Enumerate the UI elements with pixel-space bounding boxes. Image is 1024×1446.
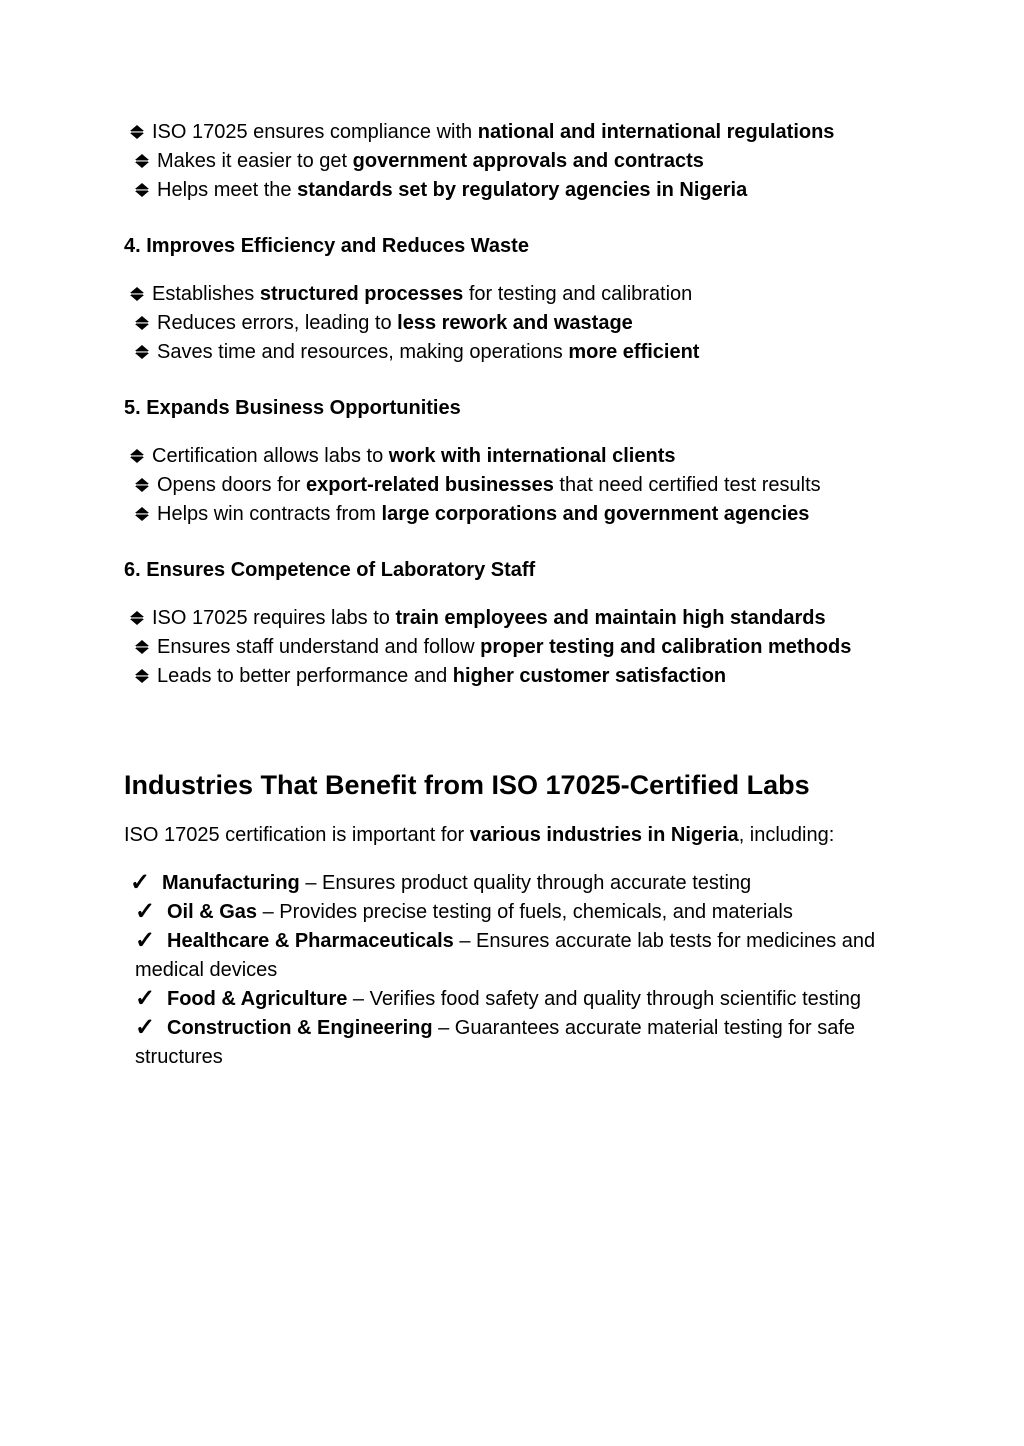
- diamond-bullet-icon: [130, 611, 144, 625]
- list-item: ISO 17025 requires labs to train employees and maintain high standards: [124, 604, 904, 633]
- industries-intro: ISO 17025 certification is important for various industries in Nigeria, including:: [124, 824, 835, 846]
- list-item: ✓ Healthcare & Pharmaceuticals – Ensures accurate lab tests for medicines and medical devices: [135, 927, 876, 981]
- sec6-list: [124, 604, 904, 691]
- sec4-list: [124, 280, 904, 367]
- diamond-bullet-icon: [135, 669, 149, 683]
- list-item: Certification allows labs to work with international clients: [124, 442, 904, 471]
- list-item: Reduces errors, leading to less rework and wastage: [124, 309, 904, 338]
- check-mark-icon: ✓: [135, 927, 156, 954]
- list-item: ✓ Manufacturing – Ensures product quality through accurate testing: [130, 869, 752, 896]
- diamond-bullet-icon: [135, 316, 149, 330]
- industries-heading: Industries That Benefit from ISO 17025-Certified Labs: [124, 770, 810, 800]
- list-item: Helps meet the standards set by regulatory agencies in Nigeria: [124, 176, 904, 205]
- diamond-bullet-icon: [135, 183, 149, 197]
- check-mark-icon: ✓: [135, 898, 156, 925]
- section-heading: 4. Improves Efficiency and Reduces Waste: [124, 235, 529, 257]
- diamond-bullet-icon: [135, 154, 149, 168]
- sec3-list: [124, 118, 904, 205]
- section-heading: 5. Expands Business Opportunities: [124, 397, 461, 419]
- diamond-bullet-icon: [135, 478, 149, 492]
- list-item: ✓ Food & Agriculture – Verifies food safety and quality through scientific testing: [135, 985, 862, 1012]
- sec5-list: [124, 442, 904, 529]
- industries-list: [124, 869, 904, 1072]
- diamond-bullet-icon: [130, 287, 144, 301]
- diamond-bullet-icon: [135, 640, 149, 654]
- diamond-bullet-icon: [135, 507, 149, 521]
- list-item: Opens doors for export-related businesses that need certified test results: [124, 471, 904, 500]
- diamond-bullet-icon: [135, 345, 149, 359]
- list-item: Makes it easier to get government approvals and contracts: [124, 147, 904, 176]
- diamond-bullet-icon: [130, 449, 144, 463]
- list-item: Establishes structured processes for testing and calibration: [124, 280, 904, 309]
- check-mark-icon: ✓: [130, 869, 151, 896]
- diamond-bullet-icon: [130, 125, 144, 139]
- check-mark-icon: ✓: [135, 985, 156, 1012]
- check-mark-icon: ✓: [135, 1014, 156, 1041]
- list-item: Ensures staff understand and follow proper testing and calibration methods: [124, 633, 904, 662]
- list-item: Helps win contracts from large corporations and government agencies: [124, 500, 904, 529]
- list-item: ISO 17025 ensures compliance with national and international regulations: [124, 118, 904, 147]
- document-page: [124, 118, 904, 1072]
- list-item: ✓ Oil & Gas – Provides precise testing of fuels, chemicals, and materials: [135, 898, 793, 925]
- list-item: ✓ Construction & Engineering – Guarantees accurate material testing for safe structures: [135, 1014, 856, 1068]
- list-item: Saves time and resources, making operations more efficient: [124, 338, 904, 367]
- list-item: Leads to better performance and higher customer satisfaction: [124, 662, 904, 691]
- section-heading: 6. Ensures Competence of Laboratory Staff: [124, 559, 536, 581]
